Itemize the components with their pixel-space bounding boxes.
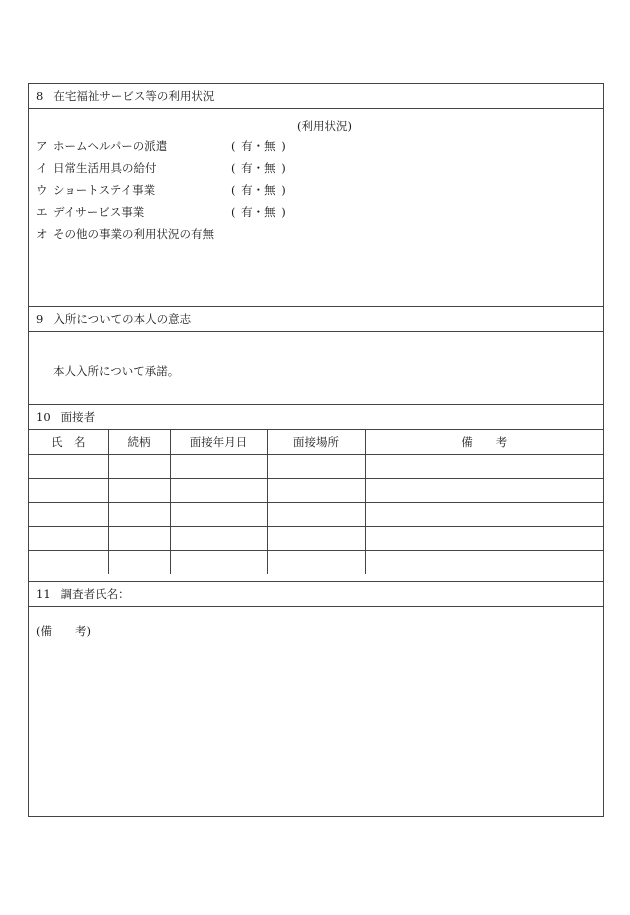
- usage-item: [36, 139, 167, 153]
- interviewer-table-wrap: [29, 430, 603, 582]
- section-11-title: 調査者氏名：: [60, 587, 130, 601]
- table-row: [29, 502, 603, 526]
- table-cell[interactable]: [29, 502, 108, 526]
- survey-form: [28, 83, 604, 817]
- column-header-relationship: 続柄: [108, 430, 170, 454]
- section-8-body: [29, 109, 603, 307]
- usage-item-status[interactable]: ( 有・無 ): [231, 205, 286, 219]
- table-cell[interactable]: [365, 502, 603, 526]
- usage-item-label: 日常生活用具の給付: [53, 161, 157, 175]
- table-cell[interactable]: [365, 478, 603, 502]
- usage-item-label: その他の事業の利用状況の有無: [53, 227, 214, 241]
- usage-item: [36, 227, 214, 241]
- interviewer-table: [29, 430, 603, 574]
- usage-item: [36, 183, 155, 197]
- usage-item: [36, 161, 157, 175]
- usage-status-heading: (利用状況): [297, 119, 352, 133]
- table-row: [29, 478, 603, 502]
- table-cell[interactable]: [170, 550, 267, 574]
- usage-item-letter: ウ: [36, 183, 48, 197]
- table-row: [29, 526, 603, 550]
- consent-text[interactable]: 本人入所について承諾。: [53, 364, 180, 378]
- table-cell[interactable]: [108, 454, 170, 478]
- column-header-name: 氏 名: [29, 430, 108, 454]
- table-cell[interactable]: [170, 526, 267, 550]
- column-header-remarks: 備 考: [365, 430, 603, 454]
- usage-item-label: デイサービス事業: [53, 205, 145, 219]
- section-10-number: 10: [36, 410, 51, 424]
- table-cell[interactable]: [365, 550, 603, 574]
- table-cell[interactable]: [108, 550, 170, 574]
- table-cell[interactable]: [365, 526, 603, 550]
- usage-item-letter: ア: [36, 139, 48, 153]
- usage-item-letter: オ: [36, 227, 48, 241]
- table-cell[interactable]: [267, 502, 365, 526]
- usage-item-label: ホームヘルパーの派遣: [53, 139, 168, 153]
- table-header-row: [29, 430, 603, 454]
- column-header-interview-place: 面接場所: [267, 430, 365, 454]
- section-8-number: 8: [36, 89, 44, 103]
- usage-item-status[interactable]: ( 有・無 ): [231, 139, 286, 153]
- table-cell[interactable]: [29, 526, 108, 550]
- column-header-interview-date: 面接年月日: [170, 430, 267, 454]
- usage-item: [36, 205, 144, 219]
- section-8-title: 在宅福祉サービス等の利用状況: [53, 89, 215, 103]
- section-8-header: [29, 84, 603, 109]
- usage-item-status[interactable]: ( 有・無 ): [231, 183, 286, 197]
- table-cell[interactable]: [108, 526, 170, 550]
- section-11-number: 11: [36, 587, 51, 601]
- table-cell[interactable]: [267, 550, 365, 574]
- table-cell[interactable]: [29, 454, 108, 478]
- section-9-body: [29, 332, 603, 405]
- table-cell[interactable]: [170, 478, 267, 502]
- table-cell[interactable]: [267, 478, 365, 502]
- table-cell[interactable]: [108, 502, 170, 526]
- table-cell[interactable]: [365, 454, 603, 478]
- table-cell[interactable]: [29, 478, 108, 502]
- remarks-area[interactable]: [29, 607, 603, 816]
- usage-item-letter: イ: [36, 161, 48, 175]
- section-10-header: [29, 405, 603, 430]
- section-9-number: 9: [36, 312, 44, 326]
- usage-item-label: ショートステイ事業: [53, 183, 156, 197]
- section-10-title: 面接者: [60, 410, 96, 424]
- table-cell[interactable]: [170, 502, 267, 526]
- section-9-header: [29, 307, 603, 332]
- usage-item-letter: エ: [36, 205, 48, 219]
- section-9-title: 入所についての本人の意志: [53, 312, 192, 326]
- usage-item-status[interactable]: ( 有・無 ): [231, 161, 286, 175]
- table-cell[interactable]: [29, 550, 108, 574]
- table-row: [29, 550, 603, 574]
- section-11-header: [29, 582, 603, 607]
- remarks-label: (備 考): [36, 624, 91, 638]
- table-cell[interactable]: [170, 454, 267, 478]
- table-cell[interactable]: [267, 526, 365, 550]
- table-cell[interactable]: [267, 454, 365, 478]
- table-cell[interactable]: [108, 478, 170, 502]
- table-row: [29, 454, 603, 478]
